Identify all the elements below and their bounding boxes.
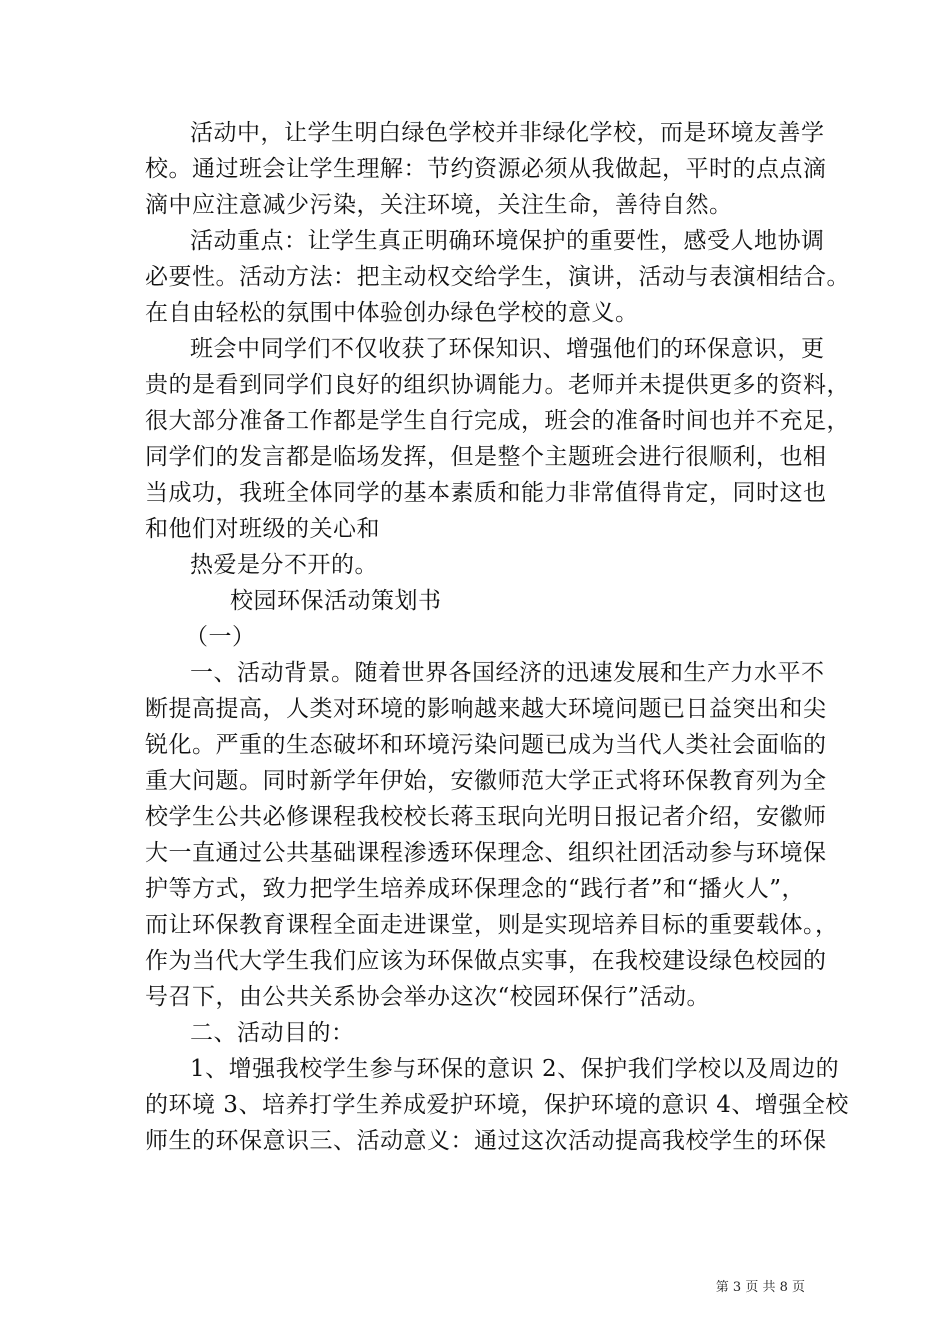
text-line: 作为当代大学生我们应该为环保做点实事，在我校建设绿色校园的 — [145, 948, 827, 974]
text-line: 一、活动背景。随着世界各国经济的迅速发展和生产力水平不 — [190, 660, 825, 686]
text-line: 而让环保教育课程全面走进课堂，则是实现培养目标的重要载体。， — [145, 912, 839, 938]
text-line: 的环境 3、培养打学生养成爱护环境，保护环境的意识 4、增强全校 — [145, 1092, 849, 1118]
text-line: 和他们对班级的关心和 — [145, 516, 380, 542]
text-line: 当成功，我班全体同学的基本素质和能力非常值得肯定，同时这也 — [145, 480, 827, 506]
text-line: 号召下，由公共关系协会举办这次“校园环保行”活动。 — [145, 984, 711, 1010]
text-line: 重大问题。同时新学年伊始，安徽师范大学正式将环保教育列为全 — [145, 768, 827, 794]
text-line: 1、增强我校学生参与环保的意识 2、保护我们学校以及周边的 — [190, 1056, 840, 1082]
section-title: 校园环保活动策划书 — [230, 588, 442, 614]
text-line: 必要性。活动方法：把主动权交给学生，演讲，活动与表演相结合。 — [145, 264, 850, 290]
text-line: 同学们的发言都是临场发挥，但是整个主题班会进行很顺利，也相 — [145, 444, 827, 470]
text-line: 在自由轻松的氛围中体验创办绿色学校的意义。 — [145, 300, 639, 326]
text-line: 活动重点：让学生真正明确环境保护的重要性，感受人地协调 — [190, 228, 825, 254]
text-line: 活动中，让学生明白绿色学校并非绿化学校，而是环境友善学 — [190, 120, 825, 146]
text-line: 滴中应注意减少污染，关注环境，关注生命，善待自然。 — [145, 192, 733, 218]
text-line: 护等方式，致力把学生培养成环保理念的“践行者”和“播火人”， — [145, 876, 806, 902]
text-line: 断提高提高，人类对环境的影响越来越大环境问题已日益突出和尖 — [145, 696, 827, 722]
text-line: 很大部分准备工作都是学生自行完成，班会的准备时间也并不充足， — [145, 408, 850, 434]
text-line: 二、活动目的： — [190, 1020, 355, 1046]
document-body — [145, 115, 850, 1159]
text-line: 班会中同学们不仅收获了环保知识、增强他们的环保意识，更 — [190, 336, 825, 362]
page-number: 第 3 页 共 8 页 — [715, 1280, 805, 1295]
section-number: （一） — [185, 624, 256, 650]
text-line: 校学生公共必修课程我校校长蒋玉珉向光明日报记者介绍，安徽师 — [145, 804, 827, 830]
text-line: 校。通过班会让学生理解：节约资源必须从我做起，平时的点点滴 — [145, 156, 827, 182]
text-line: 锐化。严重的生态破坏和环境污染问题已成为当代人类社会面临的 — [145, 732, 827, 758]
text-line: 大一直通过公共基础课程渗透环保理念、组织社团活动参与环境保 — [145, 840, 827, 866]
text-line: 贵的是看到同学们良好的组织协调能力。老师并未提供更多的资料， — [145, 372, 850, 398]
text-line: 热爱是分不开的。 — [190, 552, 378, 578]
text-line: 师生的环保意识三、活动意义：通过这次活动提高我校学生的环保 — [145, 1128, 827, 1154]
